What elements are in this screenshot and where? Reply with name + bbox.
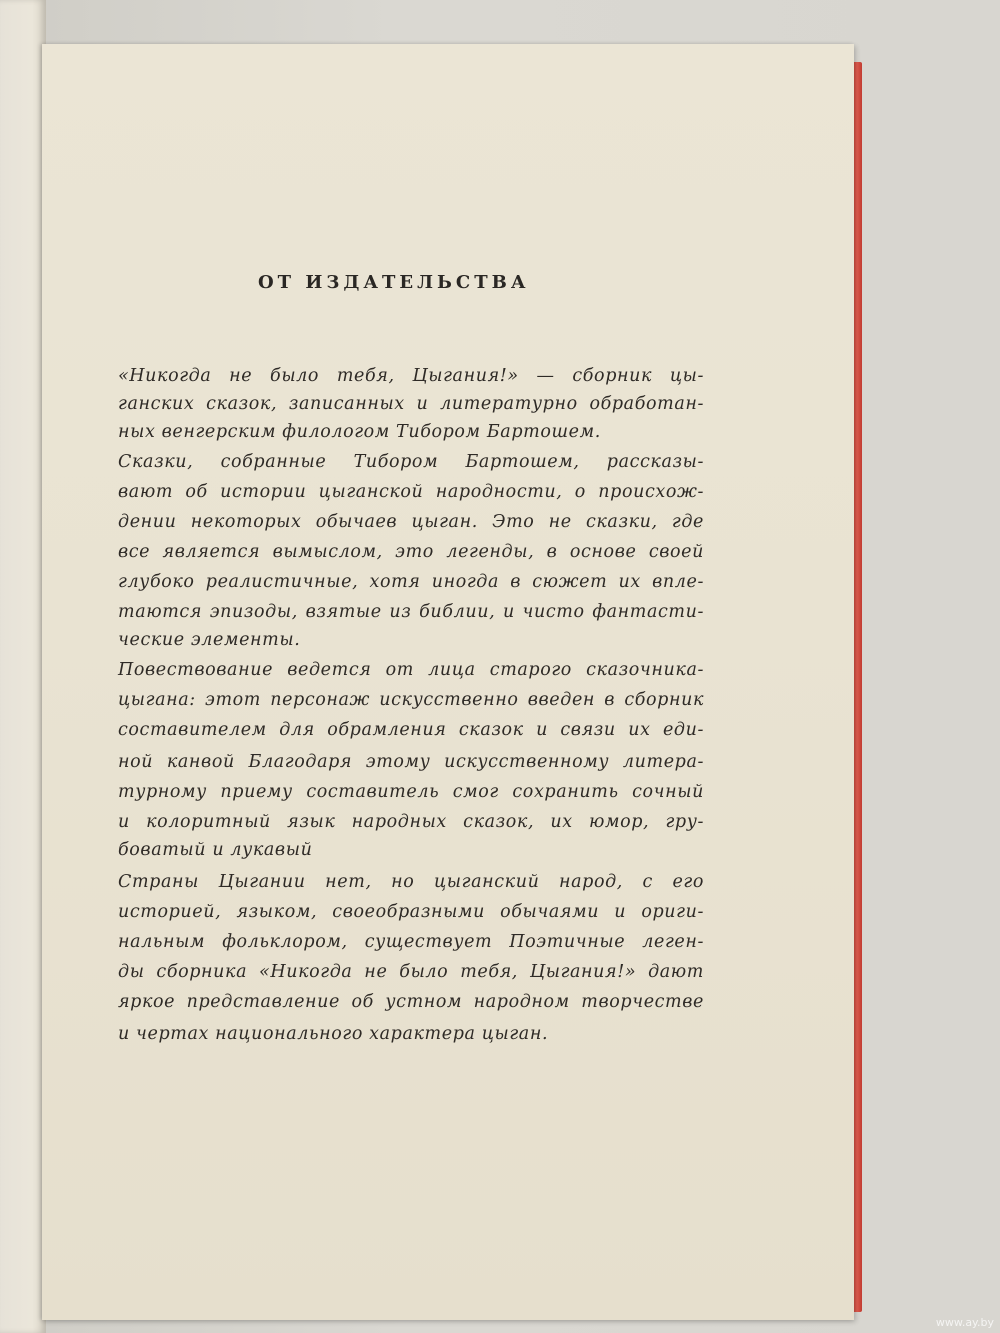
text-line: ганских сказок, записанных и литературно обработан-: [118, 394, 704, 414]
text-line: составителем для обрамления сказок и связи их еди-: [118, 720, 704, 740]
text-line: цыгана: этот персонаж искусственно введен в сборник: [118, 690, 704, 710]
text-line: нальным фольклором, существует Поэтичные леген-: [118, 932, 704, 952]
text-line: ных венгерским филологом Тибором Бартошем.: [118, 422, 601, 442]
text-line: глубоко реалистичные, хотя иногда в сюжет их впле-: [118, 572, 704, 592]
text-line: ды сборника «Никогда не было тебя, Цыгания!» дают: [118, 962, 704, 982]
text-line: историей, языком, своеобразными обычаями и ориги-: [118, 902, 704, 922]
previous-page-edge: [0, 0, 46, 1333]
text-line: Сказки, собранные Тибором Бартошем, рассказы-: [118, 452, 704, 472]
text-line: турному приему составитель смог сохранить сочный: [118, 782, 704, 802]
text-line: таются эпизоды, взятые из библии, и чисто фантасти-: [118, 602, 704, 622]
text-line: все является вымыслом, это легенды, в основе своей: [118, 542, 704, 562]
text-line: и колоритный язык народных сказок, их юмор, гру-: [118, 812, 704, 832]
text-line: «Никогда не было тебя, Цыгания!» — сборник цы-: [118, 366, 704, 386]
text-line: боватый и лукавый: [118, 840, 313, 860]
text-line: яркое представление об устном народном творчестве: [118, 992, 704, 1012]
text-line: ческие элементы.: [118, 630, 301, 650]
page-heading: ОТ ИЗДАТЕЛЬСТВА: [258, 272, 530, 293]
text-line: Страны Цыгании нет, но цыганский народ, с его: [118, 872, 704, 892]
book-page: [42, 44, 854, 1320]
site-watermark: www.ay.by: [935, 1316, 994, 1329]
text-line: ной канвой Благодаря этому искусственному литера-: [118, 752, 704, 772]
text-line: и чертах национального характера цыган.: [118, 1024, 549, 1044]
text-line: Повествование ведется от лица старого сказочника-: [118, 660, 704, 680]
text-line: дении некоторых обычаев цыган. Это не сказки, где: [118, 512, 704, 532]
text-line: вают об истории цыганской народности, о происхож-: [118, 482, 704, 502]
